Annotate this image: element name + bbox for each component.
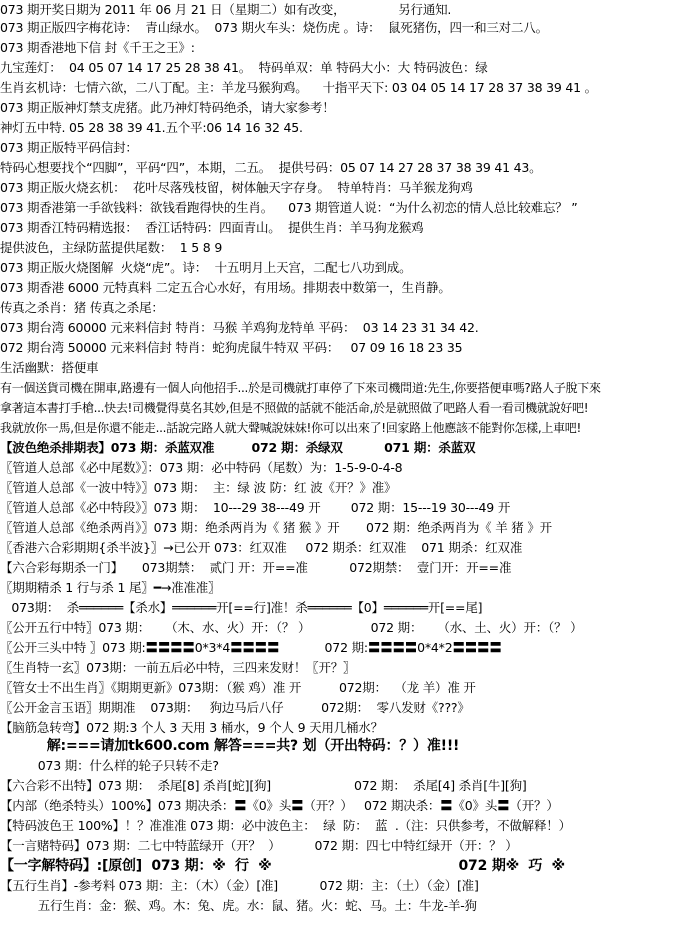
line-lamp-ban: 073 期正版神灯禁支虎猪。此乃神灯特码绝杀，请大家参考！ xyxy=(0,100,335,115)
line-lamp-five: 神灯五中特. 05 28 38 39 41.五个平:06 14 16 32 45. xyxy=(0,120,303,135)
section-one-word-bet: 【一言赌特码】073 期：二七中特蓝绿开（开？ ） 072 期：四七中特红绿开（开：？ ） xyxy=(0,838,518,853)
line-underground-letter: 073 期香港地下信 封《千王之王》: xyxy=(0,40,195,55)
section-one-char: 【一字解特码】:[原创] 073 期：※ 行 ※ 072 期※ 巧 ※ xyxy=(0,858,565,874)
line-zodiac-poem: 生肖玄机诗：七情六欲，二八丁配。主：羊龙马猴狗鸡。 十指平天下: 03 04 05 14 17 28 37 38 39 41 。 xyxy=(0,80,597,95)
section-kill-water: 073期： 杀══════【杀水】══════开[==行]准！杀══════【0】══════开[==尾] xyxy=(0,600,483,615)
line-plum-poem: 073 期正版四字梅花诗： 青山绿水。 073 期火车头：烧伤虎 。诗： 鼠死猪伤，四一和三对二八。 xyxy=(0,20,548,35)
line-humor-title: 生活幽默：搭便車 xyxy=(0,360,99,375)
line-wave-color: 提供波色，主绿防蓝提供尾数： 1 5 8 9 xyxy=(0,240,223,255)
section-five-zodiac-list: 五行生肖：金：猴、鸡。木：兔、虎。水：鼠、猪。火：蛇、马。土：牛龙-羊-狗 xyxy=(0,898,477,913)
section-number-range: 〖管道人总部《必中特段》〗073 期： 10---29 38---49 开 072 期：15---19 30---49 开 xyxy=(0,500,511,515)
line-taiwan-073: 073 期台湾 60000 元来料信封 特肖：马猴 羊鸡狗龙特单 平码： 03 14 23 31 34 42. xyxy=(0,320,479,335)
section-wave-kill: 【波色绝杀排期表】073 期：杀蓝双准 072 期：杀绿双 071 期：杀蓝双 xyxy=(0,440,476,455)
line-hk-selection: 073 期香江特码精选报： 香江话特码：四面青山。 提供生肖：羊马狗龙猴鸡 xyxy=(0,220,424,235)
line-flat-envelope: 073 期正版特平码信封： xyxy=(0,140,138,155)
section-tail-numbers: 〖管道人总部《必中尾数》〗：073 期：必中特码（尾数）为：1-5-9-0-4-8 xyxy=(0,460,403,475)
section-kill-door: 【六合彩每期杀一门】 073期禁： 贰门 开：开==准 072期禁： 壹门开：开==准 xyxy=(0,560,512,575)
section-one-wave: 〖管道人总部《一波中特》〗073 期： 主：绿 波 防：红 波《开？》准》 xyxy=(0,480,397,495)
section-wave-king: 【特码波色王 100%】！？准准准 073 期：必中波色主： 绿 防： 蓝 .（注：只供参考，不做解释！） xyxy=(0,818,571,833)
story-line-1: 有一個送貨司機在開車,路邊有一個人向他招手...於是司機就打車停了下來司機問道:先生,你要搭便車嗎?路人子脫下來 xyxy=(0,381,601,395)
section-kill-two: 〖管道人总部《绝杀两肖》〗073 期：绝杀两肖为《 猪 猴 》开 072 期：绝杀两肖为《 羊 猪 》开 xyxy=(0,520,552,535)
section-teaser-073: 073 期：什么样的轮子只转不走? xyxy=(0,758,219,773)
section-kill-half-wave: 〖香港六合彩期期{杀半波}〗→已公开 073：红双准 072 期杀：红双准 071 期杀：红双准 xyxy=(0,540,523,555)
section-golden-words: 〖公开金言玉语〗期期准 073期： 狗边马后八仔 072期： 零八发财《???》 xyxy=(0,700,470,715)
line-draw-date: 073 期开奖日期为 2011 年 06 月 21 日（星期二）如有改变， 另行通知. xyxy=(0,2,452,17)
section-kill-row-tail: 〖期期精杀 1 行与杀 1 尾〗━→准准准〗 xyxy=(0,580,221,595)
line-hk-6000: 073 期香港 6000 元特真料 二定五合心水好，有用场。排期表中数第一，生肖静。 xyxy=(0,280,451,295)
section-no-special: 【六合彩不出特】073 期： 杀尾[8] 杀肖[蛇][狗] 072 期： 杀尾[4] 杀肖[牛][狗] xyxy=(0,778,527,793)
line-hk-first-hand: 073 期香港第一手欲钱料：欲钱看跑得快的生肖。 073 期管道人说：“为什么初恋的情人总比较难忘？ ” xyxy=(0,200,578,215)
section-five-elements: 〖公开五行中特〗073 期： （木、水、火）开：（？ ） 072 期： （水、土、火）开：（？ ） xyxy=(0,620,583,635)
story-line-2: 拿著這本書打手槍...快去!司機覺得莫名其妙,但是不照做的話就不能活命,於是就照做了吧路人看一看司機就說好吧! xyxy=(0,401,589,415)
section-kill-head: 【内部（绝杀特头）100%】073 期决杀：〓《0》头〓（开？） 072 期决杀：〓《0》头〓（开？） xyxy=(0,798,559,813)
section-teaser-answer: 解:===请加tk600.com 解答===共? 划（开出特码：？）准!!! xyxy=(0,738,460,754)
line-fire-mystery: 073 期正版火烧玄机： 花叶尽落残枝留，树体触天字存身。 特单特肖：马羊猴龙狗鸡 xyxy=(0,180,473,195)
line-taiwan-072: 072 期台湾 50000 元来料信封 特肖：蛇狗虎鼠牛特双 平码： 07 09 16 18 23 35 xyxy=(0,340,463,355)
section-ms-guan: 〖管女士不出生肖〗《期期更新》073期：（猴 鸡）准 开 072期： （龙 羊）准 开 xyxy=(0,680,476,695)
line-fire-diagram: 073 期正版火烧图解 火烧“虎”。诗： 十五明月上天宫，二配七八功到成。 xyxy=(0,260,412,275)
section-brain-teaser: 【脑筋急转弯】072 期:3 个人 3 天用 3 桶水，9 个人 9 天用几桶水？ xyxy=(0,720,383,735)
line-four-legs: 特码心想要找个“四脚”，平码“四”，本期，二五。 提供号码：05 07 14 27 28 37 38 39 41 43。 xyxy=(0,160,542,175)
section-three-heads: 〖公开三头中特 〗073 期:〓〓〓〓0*3*4〓〓〓〓 072 期:〓〓〓〓0*4*2〓〓〓〓 xyxy=(0,640,502,655)
line-nine-lotus: 九宝莲灯： 04 05 07 14 17 25 28 38 41。 特码单双：单 特码大小：大 特码波色：绿 xyxy=(0,60,488,75)
section-five-zodiac: 【五行生肖】-参考料 073 期：主：（木）（金）[准] 072 期：主：（土）（金）[准] xyxy=(0,878,479,893)
line-fax-kill: 传真之杀肖：猪 传真之杀尾： xyxy=(0,300,164,315)
section-zodiac-mystery: 〖生肖特一玄〗073期：一前五后必中特，三四来发财！〖开？〗 xyxy=(0,660,356,675)
story-line-3: 我就放你一馬,但是你還不能走...話說完路人就大聲喊說妹妹!你可以出來了!回家路上他應該不能對你怎樣,上車吧! xyxy=(0,421,582,435)
